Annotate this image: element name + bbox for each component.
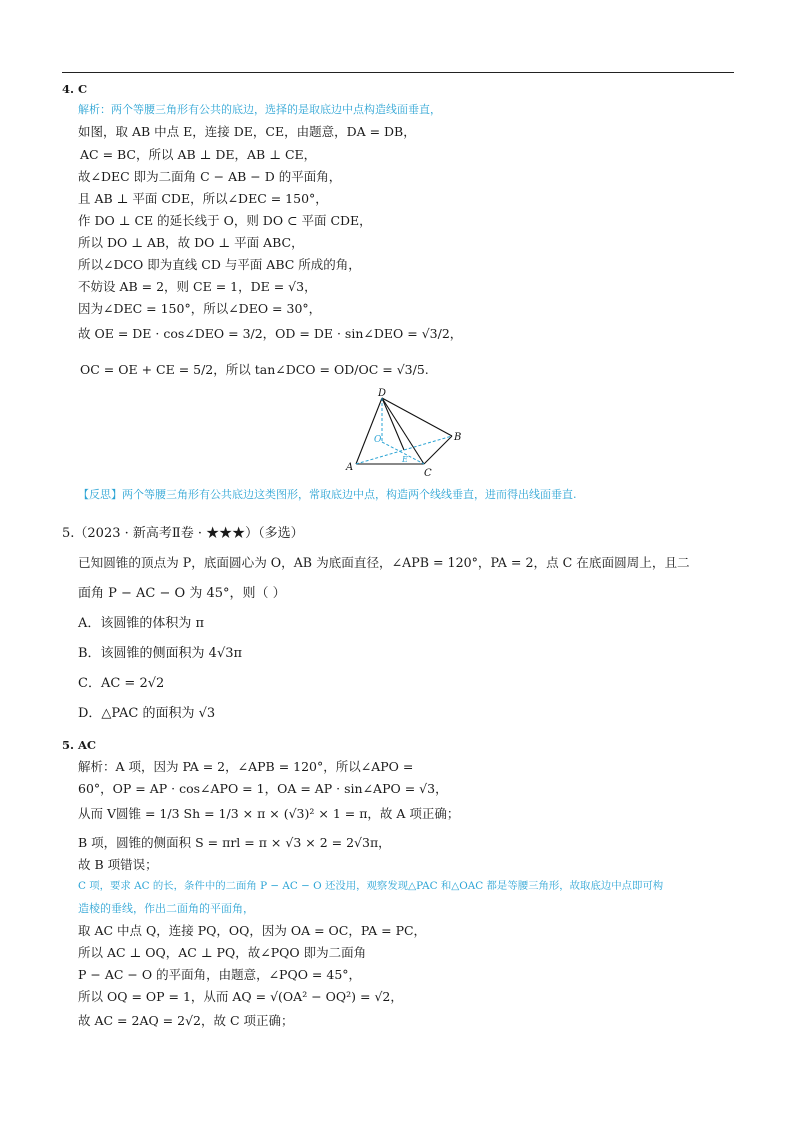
a5-line-6: C 项，要求 AC 的长，条件中的二面角 P − AC − O 还没用，观察发现△PAC 和△OAC 都是等腰三角形，故取底边中点即可构 [78, 880, 664, 892]
q4-line-1: 解析：两个等腰三角形有公共的底边，选择的是取底边中点构造线面垂直， [78, 103, 441, 116]
label-E: E [402, 455, 408, 464]
edge-DA [356, 398, 382, 464]
a5-line-4: B 项，圆锥的侧面积 S = πrl = π × √3 × 2 = 2√3π， [78, 835, 391, 850]
q4-line-12: OC = OE + CE = 5/2，所以 tan∠DCO = OD/OC = √3/5. [80, 362, 429, 377]
q4-answer: 4. C [62, 82, 88, 96]
a5-line-8: 取 AC 中点 Q，连接 PQ，OQ，因为 OA = OC，PA = PC， [78, 923, 427, 938]
top-rule [62, 72, 734, 73]
q4-line-4: 故∠DEC 即为二面角 C − AB − D 的平面角， [78, 169, 342, 184]
q4-line-8: 所以∠DCO 即为直线 CD 与平面 ABC 所成的角， [78, 257, 361, 272]
tetrahedron-figure [340, 388, 470, 478]
q4-line-7: 所以 DO ⊥ AB，故 DO ⊥ 平面 ABC， [78, 235, 304, 250]
q5-option-B: B．该圆锥的侧面积为 4√3π [78, 646, 243, 661]
q4-line-11: 故 OE = DE · cos∠DEO = 3/2，OD = DE · sin∠DEO = √3/2， [78, 326, 463, 341]
q5-stem-line-1: 已知圆锥的顶点为 P，底面圆心为 O，AB 为底面直径，∠APB = 120°，PA = 2，点 C 在底面圆周上，且二 [78, 555, 690, 570]
q4-line-6: 作 DO ⊥ CE 的延长线于 O，则 DO ⊂ 平面 CDE， [78, 213, 372, 228]
q5-option-A: A．该圆锥的体积为 π [78, 616, 205, 631]
edge-DE [382, 398, 404, 450]
q5-stem-line-2: 面角 P − AC − O 为 45°，则（ ） [78, 586, 286, 601]
q5-header: 5.（2023 · 新高考Ⅱ卷 · ★★★）（多选） [62, 526, 304, 541]
q4-line-3: AC = BC，所以 AB ⊥ DE，AB ⊥ CE， [80, 147, 317, 162]
a5-line-7: 造棱的垂线，作出二面角的平面角， [78, 902, 254, 915]
a5-line-2: 60°，OP = AP · cos∠APO = 1，OA = AP · sin∠APO = √3， [78, 781, 448, 796]
a5-line-3: 从而 V圆锥 = 1/3 Sh = 1/3 × π × (√3)² × 1 = π，故 A 项正确； [78, 806, 460, 821]
q4-reflection: 【反思】两个等腰三角形有公共底边这类图形，常取底边中点，构造两个线线垂直，进而得出线面垂直. [78, 488, 577, 501]
a5-line-9: 所以 AC ⊥ OQ，AC ⊥ PQ，故∠PQO 即为二面角 [78, 945, 367, 960]
label-O: O [374, 435, 382, 445]
q4-line-5: 且 AB ⊥ 平面 CDE，所以∠DEC = 150°， [78, 191, 328, 206]
a5-line-11: 所以 OQ = OP = 1，从而 AQ = √(OA² − OQ²) = √2， [78, 989, 403, 1004]
edge-DB [382, 398, 452, 436]
a5-line-5: 故 B 项错误； [78, 857, 158, 872]
a5-answer: 5. AC [62, 738, 97, 752]
a5-line-12: 故 AC = 2AQ = 2√2，故 C 项正确； [78, 1013, 294, 1028]
a5-line-1: 解析：A 项，因为 PA = 2，∠APB = 120°，所以∠APO = [78, 759, 414, 774]
label-A: A [346, 462, 354, 473]
q4-line-10: 因为∠DEC = 150°，所以∠DEO = 30°， [78, 301, 322, 316]
a5-line-10: P − AC − O 的平面角，由题意，∠PQO = 45°， [78, 967, 362, 982]
q4-line-2: 如图，取 AB 中点 E，连接 DE，CE，由题意，DA = DB， [78, 124, 416, 139]
label-D: D [378, 388, 387, 399]
label-B: B [454, 432, 462, 443]
q4-line-9: 不妨设 AB = 2，则 CE = 1，DE = √3， [78, 279, 317, 294]
label-C: C [424, 468, 432, 478]
q5-option-D: D．△PAC 的面积为 √3 [78, 706, 216, 721]
q5-option-C: C．AC = 2√2 [78, 676, 165, 691]
